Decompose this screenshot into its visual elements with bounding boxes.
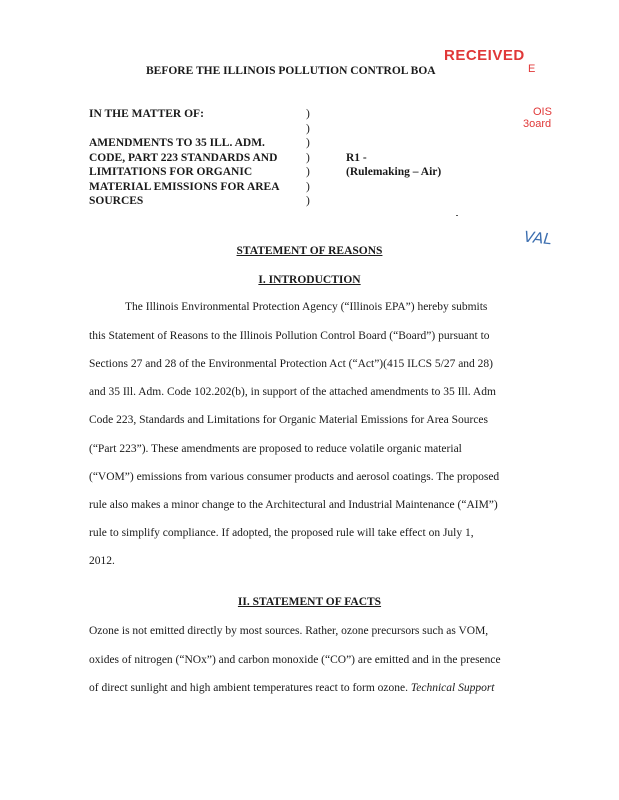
rulemaking-type: (Rulemaking – Air) (346, 166, 442, 178)
subject-line: MATERIAL EMISSIONS FOR AREA (89, 180, 280, 193)
intro-line: (“Part 223”). These amendments are proposed to reduce volatile organic material (89, 443, 462, 455)
facts-line-italic: Technical Support (410, 682, 495, 694)
caption-parens (306, 107, 310, 209)
subject-line: SOURCES (89, 195, 144, 207)
facts-line: oxides of nitrogen (“NOx”) and carbon monoxide (“CO”) are emitted and in the presence (89, 654, 501, 666)
docket-number: R1 - (346, 152, 367, 164)
intro-line: 2012. (89, 555, 115, 567)
section-2-heading: II. STATEMENT OF FACTS (237, 596, 382, 608)
intro-line: Sections 27 and 28 of the Environmental Protection Act (“Act”)(415 ILCS 5/27 and 28) (89, 358, 494, 370)
paren: ) (306, 122, 310, 135)
section-1-heading: I. INTRODUCTION (258, 274, 361, 286)
intro-line: (“VOM”) emissions from various consumer products and aerosol coatings. The proposed (89, 471, 500, 483)
subject-line: AMENDMENTS TO 35 ILL. ADM. (89, 137, 265, 149)
facts-line-text: of direct sunlight and high ambient temperatures react to form ozone. (89, 682, 409, 694)
paren: ) (306, 108, 310, 120)
intro-line: rule also makes a minor change to the Architectural and Industrial Maintenance (“AIM”) (89, 499, 498, 511)
matter-label: IN THE MATTER OF: (89, 108, 204, 120)
caption-rule-dot (456, 215, 458, 216)
facts-line: Ozone is not emitted directly by most sources. Rather, ozone precursors such as VOM, (89, 625, 489, 637)
statement-title: STATEMENT OF REASONS (236, 245, 383, 257)
received-stamp: RECEIVED (444, 47, 525, 64)
caption-subject (89, 136, 280, 209)
intro-line: Code 223, Standards and Limitations for Organic Material Emissions for Area Sources (89, 414, 489, 426)
subject-line: LIMITATIONS FOR ORGANIC (89, 166, 253, 178)
intro-line: this Statement of Reasons to the Illinois Pollution Control Board (“Board”) pursuant to (89, 330, 490, 342)
paren: ) (306, 195, 310, 207)
subject-line: CODE, PART 223 STANDARDS AND (89, 151, 278, 164)
stamp-suffix: E (528, 63, 536, 75)
handwritten-mark: VAL (523, 227, 553, 249)
board-title: BEFORE THE ILLINOIS POLLUTION CONTROL BOA (146, 65, 436, 77)
paren: ) (306, 137, 310, 149)
intro-line: rule to simplify compliance. If adopted, the proposed rule will take effect on July 1, (89, 527, 474, 539)
intro-line: The Illinois Environmental Protection Agency (“Illinois EPA”) hereby submits (125, 301, 488, 313)
paren: ) (306, 180, 310, 193)
paren: ) (306, 151, 310, 164)
paren: ) (306, 166, 310, 178)
intro-line: and 35 Ill. Adm. Code 102.202(b), in support of the attached amendments to 35 Ill. Adm (89, 386, 496, 398)
stamp-line-1: OIS (533, 106, 552, 118)
stamp-line-2: 3oard (523, 118, 552, 130)
facts-line (89, 682, 495, 694)
